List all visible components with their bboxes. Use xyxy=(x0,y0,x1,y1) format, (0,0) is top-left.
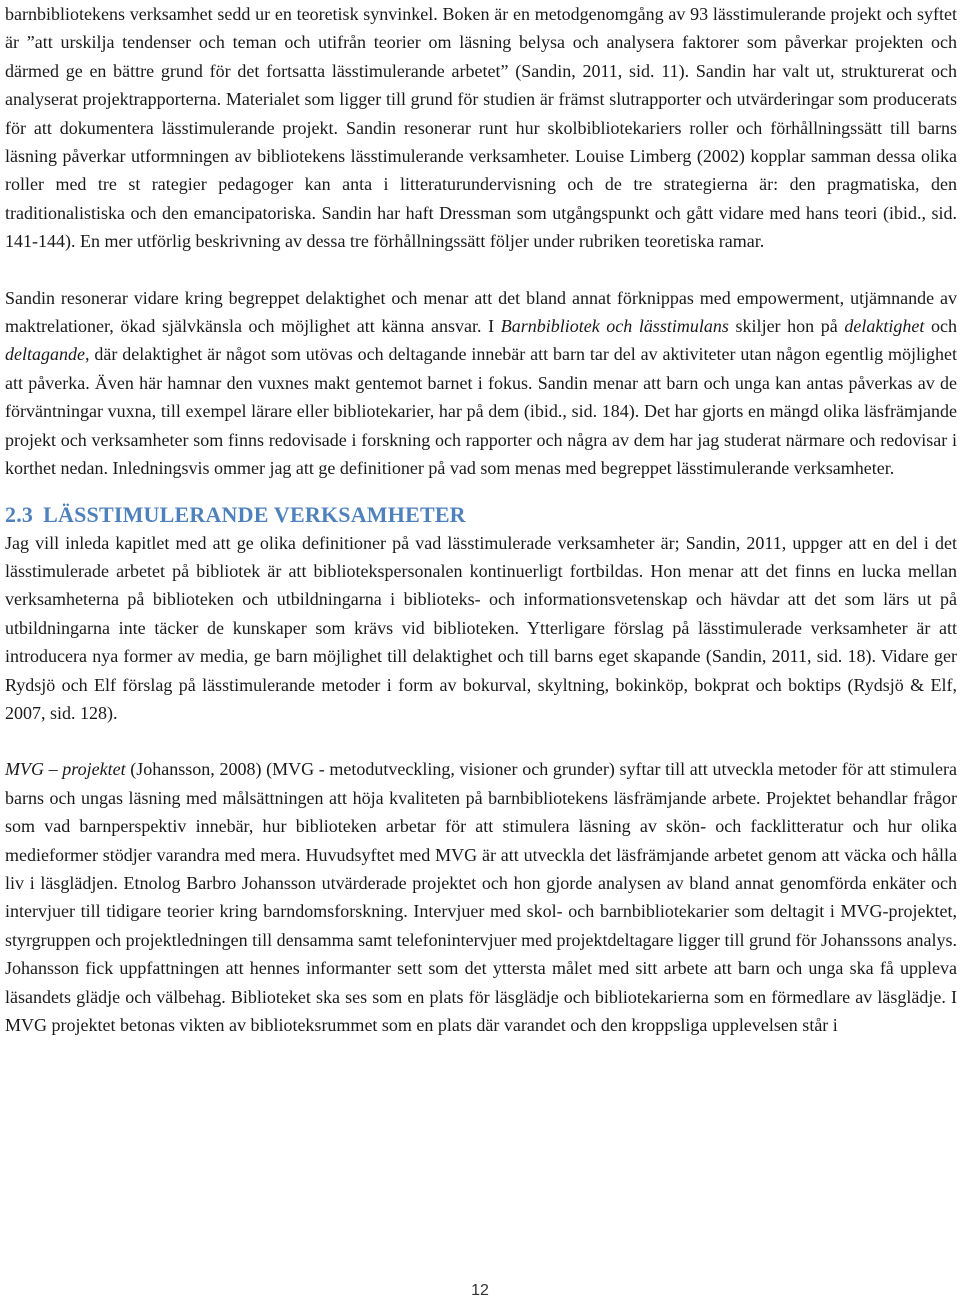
paragraph-definitions: Jag vill inleda kapitlet med att ge olika definitioner på vad lässtimulerade verksamheter är; Sandin, 2011, uppger att en del i det lässtimulerade arbetet på bibliotek är att bibliotekspersonalen kontinuerligt fortbildas. Hon menar att det finns en lucka mellan verksamheterna på biblioteken och utbildningarna i biblioteks- och informationsvetenskap och hävdar att det som lärs ut på utbildningarna inte täcker de kunskaper som krävs vid biblioteken. Ytterligare förslag på lässtimulerade verksamheter är att introducera nya former av media, ge barn möjlighet till delaktighet och till barns eget skapande (Sandin, 2011, sid. 18). Vidare ger Rydsjö och Elf förslag på lässtimulerande metoder i form av bokurval, skyltning, bokinköp, bokprat och boktips (Rydsjö & Elf, 2007, sid. 128). xyxy=(5,532,957,723)
paragraph-delaktighet xyxy=(5,284,957,483)
document-page xyxy=(5,0,957,1039)
term-deltagande: deltagande, xyxy=(5,344,90,365)
page-number: 12 xyxy=(471,1282,489,1299)
text-segment: Sandin resonerar vidare kring begreppet delaktighet och menar att det bland annat förknippas med empowerment, utjämnande av maktrelationer, ökad självkänsla och möjlighet att känna ansvar. I xyxy=(5,287,957,337)
text-segment: (Johansson, 2008) (MVG - metodutveckling, visioner och grunder) syftar till att utveckla metoder för att stimulera barns och ungas läsning med målsättningen att höja kvaliteten på barnbibliotekens läsfrämjande arbete. Projektet behandlar frågor som vad barnperspektiv innebär, hur biblioteken arbetar för att stimulera läsning av skön- och facklitteratur och hur olika medieformer stödjer varandra med mera. Huvudsyftet med MVG är att utveckla det läsfrämjande arbetet genom att väcka och hålla liv i läsglädjen. Etnolog Barbro Johansson utvärderade projektet och hon gjorde analysen av bland annat genomförda enkäter och intervjuer till tidigare teorier kring barndomsforskning. Intervjuer med skol- och barnbibliotekarier som deltagit i MVG-projektet, styrgruppen och projektledningen till densamma samt telefonintervjuer med projektdeltagare ligger till grund för Johanssons analys. Johansson fick uppfattningen att hennes informanter sett som det yttersta målet med sitt arbete att barn och unga ska få uppleva läsandets glädje och välbehag. Biblioteket ska ses som en plats för läsglädje och bibliotekarierna som en förmedlare av läsglädje. I MVG projektet betonas vikten av biblioteksrummet som en plats där varandet och den kroppsliga upplevelsen står i xyxy=(5,759,957,1035)
paragraph-mvg-project xyxy=(5,755,957,1039)
term-delaktighet: delaktighet xyxy=(844,316,925,337)
section-title: LÄSSTIMULERANDE VERKSAMHETER xyxy=(43,501,466,527)
text-segment: där delaktighet är något som utövas och deltagande innebär att barn tar del av aktiviteter utan någon egentlig möjlighet att påverka. Även här hamnar den vuxnes makt gentemot barnet i fokus. Sandin menar att barn och unga kan antas påverkas av de förväntningar vuxna, till exempel lärare eller bibliotekarier, har på dem (ibid., sid. 184). Det har gjorts en mängd olika läsfrämjande projekt och verksamheter som finns redovisade i forskning och rapporter och några av dem har jag studerat närmare och redovisar i korthet nedan. Inledningsvis ommer jag att ge definitioner på vad som menas med begreppet lässtimulerande verksamheter. xyxy=(5,344,957,479)
project-title: MVG – projektet xyxy=(5,759,126,780)
section-number: 2.3 xyxy=(5,501,34,527)
paragraph-sandin-overview: barnbibliotekens verksamhet sedd ur en teoretisk synvinkel. Boken är en metodgenomgång av 93 lässtimulerande projekt och syftet är ”att urskilja tendenser och teman och utifrån teorier om läsning belysa och analysera faktorer som påverkar projekten och därmed ge en bättre grund för det fortsatta lässtimulerande arbetet” (Sandin, 2011, sid. 11). Sandin har valt ut, strukturerat och analyserat projektrapporterna. Materialet som ligger till grund för studien är främst slutrapporter och utvärderingar som producerats för att dokumentera lässtimulerande projekt. Sandin resonerar runt hur skolbibliotekariers roller och förhållningssätt till barns läsning påverkar utformningen av bibliotekens lässtimulerande verksamheter. Louise Limberg (2002) kopplar samman dessa olika roller med tre st rategier pedagoger kan anta i litteraturundervisning och de tre strategierna är: den pragmatiska, den traditionalistiska och den emancipatoriska. Sandin har haft Dressman som utgångspunkt och gått vidare med hans teori (ibid., sid. 141-144). En mer utförlig beskrivning av dessa tre förhållningssätt följer under rubriken teoretiska ramar. xyxy=(5,4,957,252)
section-heading xyxy=(5,501,957,529)
text-segment: och xyxy=(924,316,957,337)
text-segment: skiljer hon på xyxy=(728,316,845,337)
book-title: Barnbibliotek och lässtimulans xyxy=(500,316,729,337)
